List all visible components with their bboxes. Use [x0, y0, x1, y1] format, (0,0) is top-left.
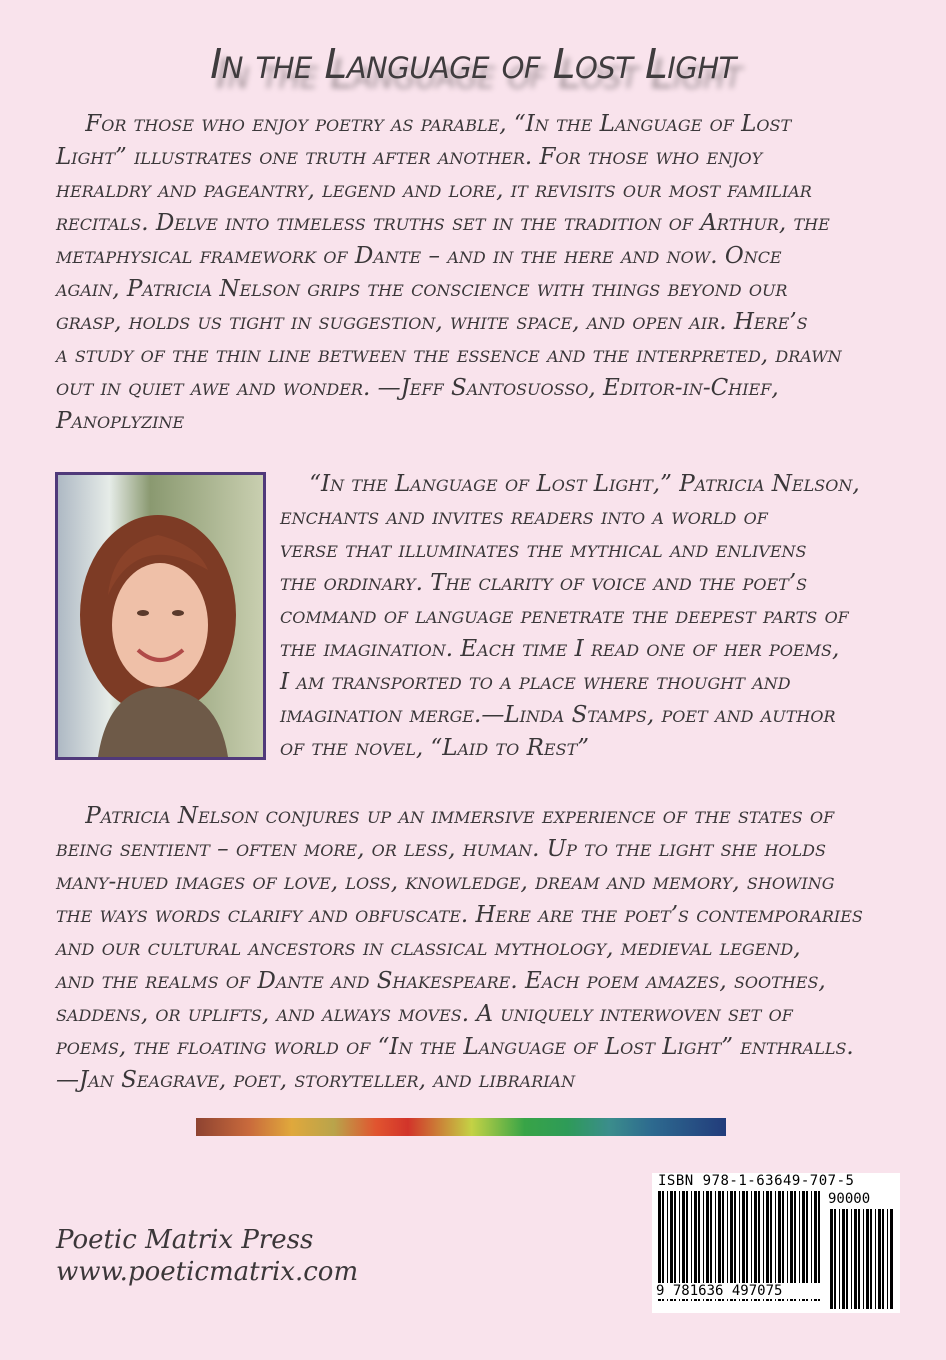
blurb-line: grasp, holds us tight in suggestion, white space, and open air. Here’s: [56, 309, 808, 335]
blurb-line: and our cultural ancestors in classical mythology, medieval legend,: [56, 935, 801, 961]
isbn-text: ISBN 978-1-63649-707-5: [658, 1173, 855, 1189]
barcode-bar: [854, 1209, 857, 1309]
blurb-line: Light” illustrates one truth after another. For those who enjoy: [56, 144, 763, 170]
blurb-line: a study of the thin line between the essence and the interpreted, drawn: [56, 342, 842, 368]
review-blurb-santosuosso: [56, 108, 842, 438]
book-title: In the Language of Lost Light: [210, 40, 736, 88]
blurb-line: again, Patricia Nelson grips the conscience with things beyond our: [56, 276, 788, 302]
blurb-line: the imagination. Each time I read one of her poems,: [280, 636, 840, 662]
barcode-bar: [878, 1209, 881, 1309]
blurb-line: heraldry and pageantry, legend and lore, it revisits our most familiar: [56, 177, 812, 203]
blurb-line: verse that illuminates the mythical and enlivens: [280, 537, 807, 563]
rainbow-divider: [196, 1118, 726, 1136]
price-barcode-bars: [828, 1209, 896, 1309]
blurb-line: many-hued images of love, loss, knowledge, dream and memory, showing: [56, 869, 835, 895]
blurb-line: For those who enjoy poetry as parable, “In the Language of Lost: [56, 111, 792, 137]
blurb-line: the ordinary. The clarity of voice and the poet’s: [280, 570, 808, 596]
barcode-bar: [887, 1209, 888, 1309]
publisher-block: [56, 1224, 358, 1288]
blurb-line: metaphysical framework of Dante – and in the here and now. Once: [56, 243, 782, 269]
blurb-line: and the realms of Dante and Shakespeare. Each poem amazes, soothes,: [56, 968, 826, 994]
blurb-line: command of language penetrate the deepest parts of: [280, 603, 849, 629]
blurb-line: of the novel, “Laid to Rest”: [280, 735, 589, 761]
review-blurb-stamps: [280, 468, 860, 765]
blurb-line: out in quiet awe and wonder. —Jeff Santosuosso, Editor-in-Chief,: [56, 375, 779, 401]
isbn-barcode: [652, 1173, 900, 1313]
blurb-line: enchants and invites readers into a world of: [280, 504, 768, 530]
blurb-line: Patricia Nelson conjures up an immersive experience of the states of: [56, 803, 835, 829]
barcode-bar: [870, 1209, 872, 1309]
blurb-line: “In the Language of Lost Light,” Patricia Nelson,: [280, 471, 860, 497]
author-portrait-illustration: [58, 475, 263, 757]
barcode-bar: [858, 1209, 860, 1309]
barcode-bar: [866, 1209, 869, 1309]
publisher-url: www.poeticmatrix.com: [56, 1257, 359, 1287]
barcode-bar: [842, 1209, 845, 1309]
barcode-bar: [830, 1209, 833, 1309]
blurb-line: saddens, or uplifts, and always moves. A uniquely interwoven set of: [56, 1001, 793, 1027]
barcode-digits: 9 781636 497075: [656, 1283, 824, 1299]
barcode-bar: [846, 1209, 848, 1309]
barcode-bar: [882, 1209, 884, 1309]
publisher-name: Poetic Matrix Press: [56, 1225, 314, 1255]
blurb-line: imagination merge.—Linda Stamps, poet and author: [280, 702, 836, 728]
barcode-bar: [863, 1209, 864, 1309]
barcode-bar: [834, 1209, 836, 1309]
blurb-line: the ways words clarify and obfuscate. Here are the poet’s contemporaries: [56, 902, 863, 928]
author-photo: [55, 472, 266, 760]
blurb-line: —Jan Seagrave, poet, storyteller, and librarian: [56, 1067, 576, 1093]
review-blurb-seagrave: [56, 800, 863, 1097]
barcode-bar: [839, 1209, 840, 1309]
blurb-line: Panoplyzine: [56, 408, 185, 434]
blurb-line: poems, the floating world of “In the Language of Lost Light” enthralls.: [56, 1034, 854, 1060]
blurb-line: I am transported to a place where thought and: [280, 669, 791, 695]
barcode-bar: [875, 1209, 876, 1309]
barcode-bar: [851, 1209, 852, 1309]
blurb-line: being sentient – often more, or less, human. Up to the light she holds: [56, 836, 826, 862]
barcode-bar: [890, 1209, 893, 1309]
price-code: 90000: [828, 1191, 871, 1207]
blurb-line: recitals. Delve into timeless truths set in the tradition of Arthur, the: [56, 210, 830, 236]
